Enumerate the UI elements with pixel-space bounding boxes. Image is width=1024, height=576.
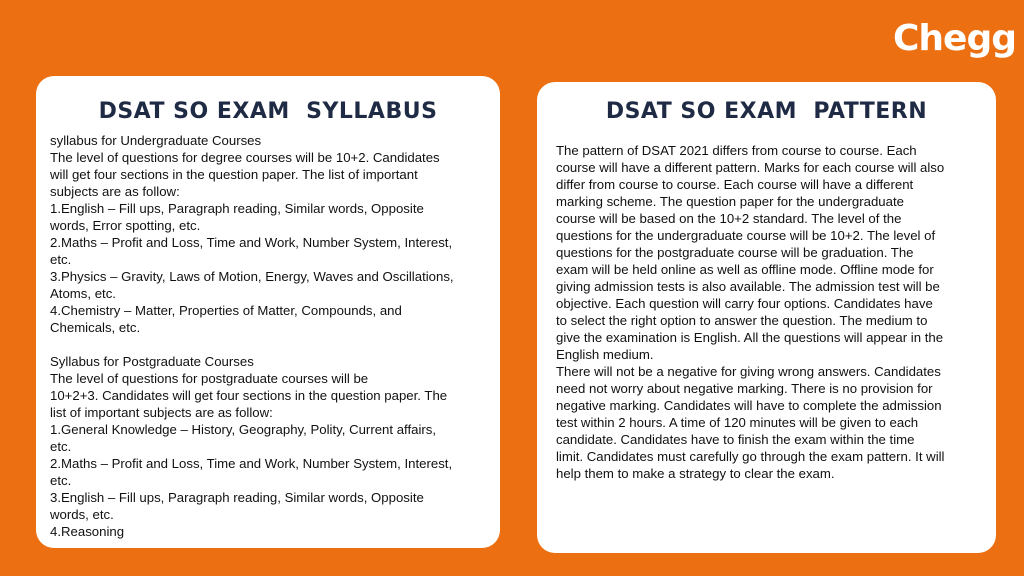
text-line: The level of questions for postgraduate courses will be — [50, 371, 369, 386]
syllabus-card — [36, 76, 500, 548]
text-line: 4.Chemistry – Matter, Properties of Matter, Compounds, and — [50, 303, 402, 318]
text-line: limit. Candidates must carefully go through the exam pattern. It will — [556, 449, 945, 464]
text-line: words, etc. — [50, 507, 114, 522]
text-line: list of important subjects are as follow: — [50, 405, 273, 420]
text-line: marking scheme. The question paper for the undergraduate — [556, 194, 904, 209]
text-line: 1.English – Fill ups, Paragraph reading, Similar words, Opposite — [50, 201, 424, 216]
text-line: differ from course to course. Each course will have a different — [556, 177, 914, 192]
text-line: The pattern of DSAT 2021 differs from course to course. Each — [556, 143, 917, 158]
text-line: to select the right option to answer the question. The medium to — [556, 313, 928, 328]
text-line: words, Error spotting, etc. — [50, 218, 201, 233]
text-line: 3.Physics – Gravity, Laws of Motion, Energy, Waves and Oscillations, — [50, 269, 454, 284]
text-line: will get four sections in the question paper. The list of important — [50, 167, 418, 182]
text-line: exam will be held online as well as offline mode. Offline mode for — [556, 262, 934, 277]
text-line: 2.Maths – Profit and Loss, Time and Work, Number System, Interest, — [50, 235, 453, 250]
text-line: objective. Each question will carry four options. Candidates have — [556, 296, 933, 311]
syllabus-title: DSAT SO EXAM SYLLABUS — [98, 99, 438, 124]
text-line: Atoms, etc. — [50, 286, 116, 301]
text-line: Syllabus for Postgraduate Courses — [50, 354, 254, 369]
text-line: course will have a different pattern. Marks for each course will also — [556, 160, 945, 175]
text-line: There will not be a negative for giving wrong answers. Candidates — [556, 364, 941, 379]
text-line: 1.General Knowledge – History, Geography, Polity, Current affairs, — [50, 422, 437, 437]
syllabus-body — [50, 132, 490, 540]
text-line: give the examination is English. All the questions will appear in the — [556, 330, 944, 345]
text-line: help them to make a strategy to clear the exam. — [556, 466, 835, 481]
text-line: Chemicals, etc. — [50, 320, 141, 335]
text-line: course will be based on the 10+2 standard. The level of the — [556, 211, 902, 226]
text-line: 2.Maths – Profit and Loss, Time and Work, Number System, Interest, — [50, 456, 453, 471]
text-line: English medium. — [556, 347, 654, 362]
blank-line — [50, 336, 490, 353]
text-line: subjects are as follow: — [50, 184, 180, 199]
text-line: candidate. Candidates have to finish the exam within the time — [556, 432, 915, 447]
text-line: 3.English – Fill ups, Paragraph reading, Similar words, Opposite — [50, 490, 424, 505]
text-line: 10+2+3. Candidates will get four sections in the question paper. The — [50, 388, 448, 403]
text-line: questions for the postgraduate course will be graduation. The — [556, 245, 914, 260]
text-line: test within 2 hours. A time of 120 minutes will be given to each — [556, 415, 919, 430]
text-line: negative marking. Candidates will have to complete the admission — [556, 398, 942, 413]
pattern-title: DSAT SO EXAM PATTERN — [605, 99, 928, 124]
pattern-card — [537, 82, 996, 553]
text-line: need not worry about negative marking. There is no provision for — [556, 381, 933, 396]
text-line: The level of questions for degree courses will be 10+2. Candidates — [50, 150, 440, 165]
chegg-logo: Chegg — [893, 18, 1017, 59]
text-line: etc. — [50, 439, 72, 454]
pattern-body — [556, 142, 982, 482]
text-line: questions for the undergraduate course will be 10+2. The level of — [556, 228, 936, 243]
text-line: giving admission tests is also available. The admission test will be — [556, 279, 940, 294]
text-line: 4.Reasoning — [50, 524, 125, 539]
text-line: etc. — [50, 473, 72, 488]
text-line: etc. — [50, 252, 72, 267]
text-line: syllabus for Undergraduate Courses — [50, 133, 262, 148]
